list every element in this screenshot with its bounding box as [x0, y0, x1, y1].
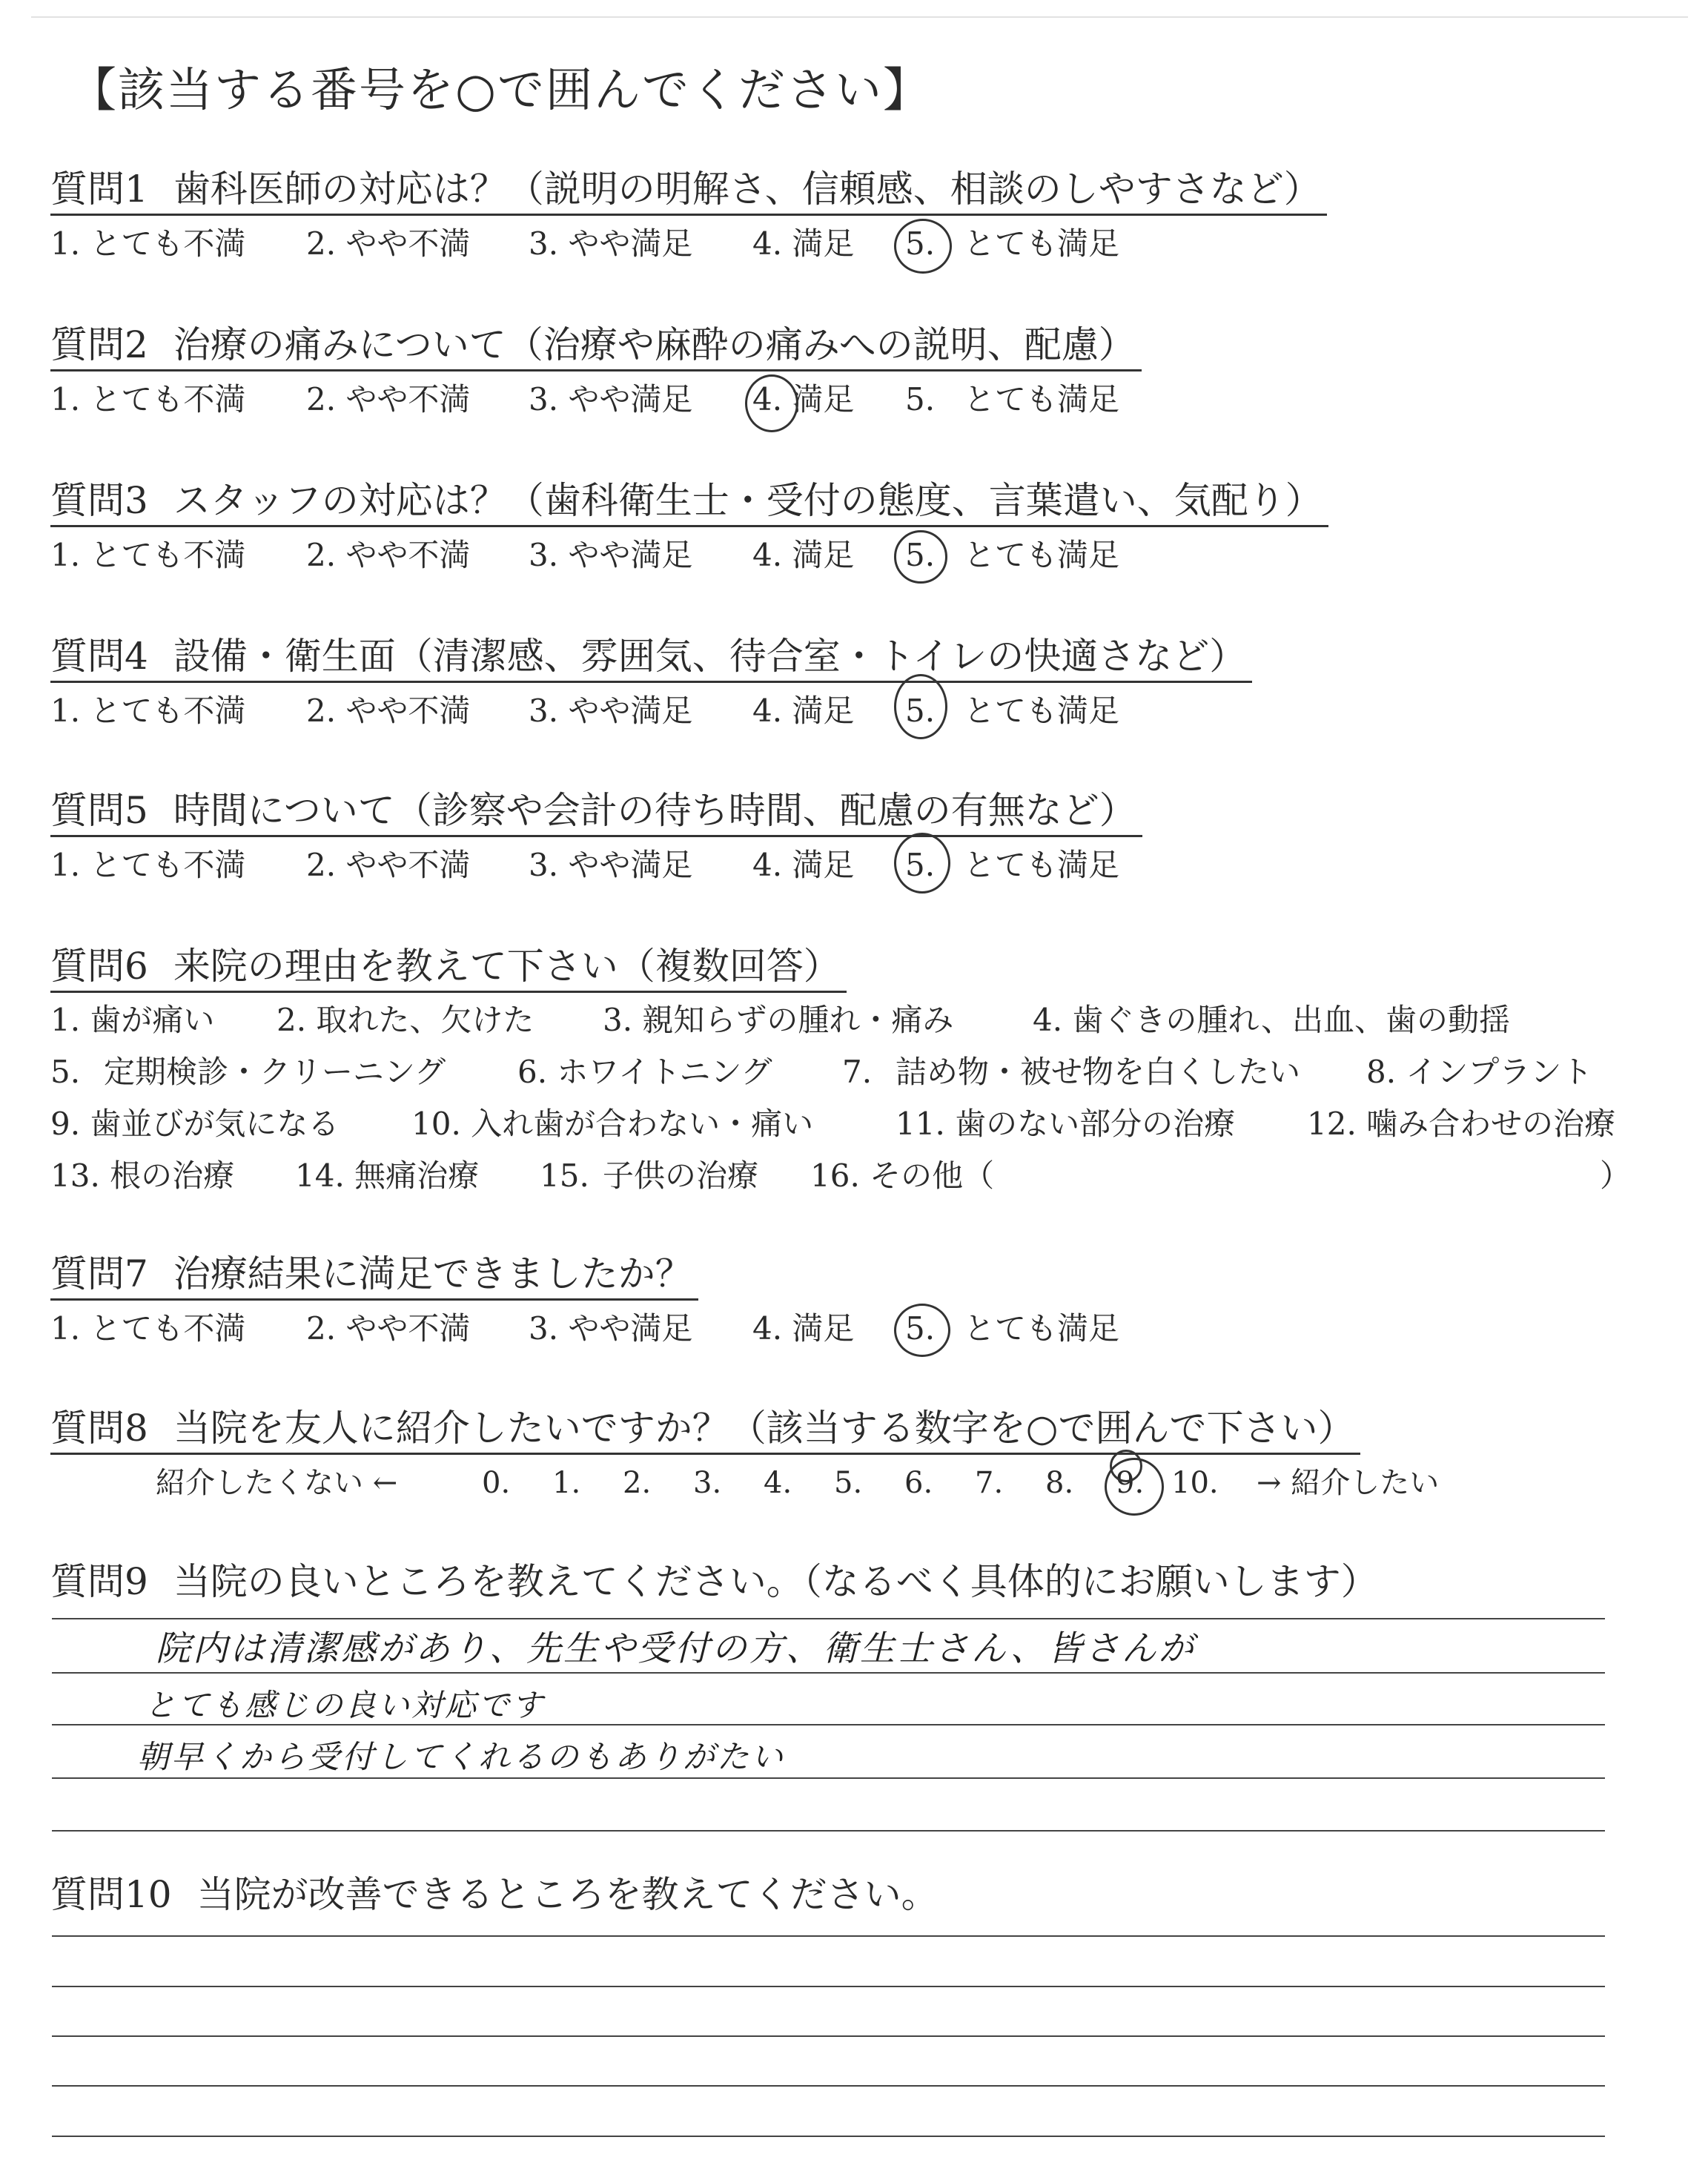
question-9-heading	[50, 1557, 1384, 1606]
option-6[interactable]: 6. ホワイトニング	[517, 1054, 772, 1090]
question-6-heading	[50, 942, 847, 993]
option-5-label: とても満足	[964, 847, 1120, 883]
option-5-label: 定期検診・クリーニング	[104, 1054, 446, 1090]
option-7[interactable]: 7.	[975, 1466, 1004, 1500]
option-3[interactable]: 3. やや満足	[529, 1310, 693, 1347]
option-15[interactable]: 15.	[540, 1157, 589, 1194]
question-7-text: 治療結果に満足できましたか？	[173, 1252, 692, 1295]
question-2-text: 治療の痛みについて（治療や麻酔の痛みへの説明、配慮）	[173, 323, 1136, 366]
option-2[interactable]: 2. やや不満	[306, 225, 471, 262]
question-8-scale	[156, 1461, 1490, 1505]
scale-left-label: 紹介したくない ←	[156, 1466, 398, 1500]
option-6[interactable]: 6.	[904, 1466, 933, 1500]
question-10-number: 質問10	[50, 1873, 172, 1916]
option-2[interactable]: 2. やや不満	[306, 693, 471, 729]
option-5[interactable]: 5.	[50, 1054, 81, 1090]
page-title: 【該当する番号を○で囲んでください】	[70, 63, 931, 117]
writing-line	[52, 1986, 1605, 1987]
option-3[interactable]: 3. やや満足	[529, 847, 693, 883]
question-3-text: スタッフの対応は？（歯科衛生士・受付の態度、言葉遣い、気配り）	[173, 479, 1323, 522]
option-5-label: とても満足	[964, 1310, 1120, 1347]
option-1[interactable]: 1. とても不満	[50, 225, 246, 262]
question-5	[50, 786, 1142, 888]
option-14[interactable]: 14. 無痛治療	[295, 1157, 480, 1194]
question-9-text: 当院の良いところを教えてください。（なるべく具体的にお願いします）	[173, 1560, 1378, 1603]
option-1[interactable]: 1. 歯が痛い	[50, 1002, 215, 1038]
option-4[interactable]: 4. 満足	[752, 225, 855, 262]
option-15-label: 子供の治療	[603, 1157, 759, 1194]
question-3-heading	[50, 476, 1328, 527]
question-6-row-3	[50, 1098, 1681, 1150]
option-10[interactable]: 10. 入れ歯が合わない・痛い	[411, 1106, 814, 1142]
option-3[interactable]: 3. 親知らずの腫れ・痛み	[603, 1002, 954, 1038]
option-3[interactable]: 3. やや満足	[529, 693, 693, 729]
option-5-label: とても満足	[964, 381, 1120, 417]
question-6-row-2	[50, 1046, 1681, 1098]
answer-circle	[894, 1304, 950, 1357]
option-4[interactable]: 4. 満足	[752, 381, 855, 417]
question-6-number: 質問6	[50, 945, 148, 988]
option-4[interactable]: 4. 歯ぐきの腫れ、出血、歯の動揺	[1033, 1002, 1510, 1038]
question-5-heading	[50, 786, 1142, 837]
option-8[interactable]: 8.	[1045, 1466, 1074, 1500]
question-3	[50, 476, 1328, 578]
writing-line	[52, 2136, 1605, 2137]
question-2-options	[50, 377, 1142, 422]
question-1-number: 質問1	[50, 168, 148, 211]
option-3[interactable]: 3. やや満足	[529, 225, 693, 262]
handwritten-answer-line-3: 朝早くから受付してくれるのもありがたい	[137, 1739, 785, 1776]
question-4-heading	[50, 632, 1252, 683]
option-2[interactable]: 2.	[623, 1466, 652, 1500]
question-1-options	[50, 222, 1327, 266]
writing-line	[52, 1935, 1605, 1937]
option-13[interactable]: 13. 根の治療	[50, 1157, 235, 1194]
question-5-options	[50, 843, 1142, 888]
option-4[interactable]: 4. 満足	[752, 693, 855, 729]
question-10-heading	[50, 1870, 944, 1919]
question-4-options	[50, 689, 1252, 733]
handwritten-answer-line-2: とても感じの良い対応です	[145, 1687, 546, 1723]
question-5-number: 質問5	[50, 789, 148, 832]
option-11[interactable]: 11. 歯のない部分の治療	[896, 1106, 1236, 1142]
question-3-number: 質問3	[50, 479, 148, 522]
option-7[interactable]: 7.	[842, 1054, 873, 1090]
question-6-row-4	[50, 1150, 1632, 1202]
writing-line	[52, 1830, 1605, 1832]
writing-line	[52, 1618, 1605, 1619]
option-1[interactable]: 1. とても不満	[50, 847, 246, 883]
option-4[interactable]: 4. 満足	[752, 1310, 855, 1347]
writing-line	[52, 2085, 1605, 2087]
option-5[interactable]: 5.	[905, 225, 936, 262]
option-9[interactable]: 9.	[1116, 1466, 1145, 1500]
answer-circle	[894, 674, 947, 739]
option-3[interactable]: 3.	[693, 1466, 722, 1500]
question-5-text: 時間について（診察や会計の待ち時間、配慮の有無など）	[173, 789, 1136, 832]
question-7-number: 質問7	[50, 1252, 148, 1295]
option-2[interactable]: 2. やや不満	[306, 381, 471, 417]
question-2-heading	[50, 320, 1142, 371]
question-3-options	[50, 533, 1328, 578]
question-7	[50, 1249, 1120, 1351]
question-10-text: 当院が改善できるところを教えてください。	[196, 1873, 939, 1916]
question-4-text: 設備・衛生面（清潔感、雰囲気、待合室・トイレの快適さなど）	[173, 635, 1247, 678]
scale-right-label: → 紹介したい	[1257, 1466, 1440, 1500]
option-5[interactable]: 5.	[905, 381, 936, 417]
writing-line	[52, 2035, 1605, 2037]
option-7-label: 詰め物・被せ物を白くしたい	[896, 1054, 1301, 1090]
option-5[interactable]: 5.	[905, 847, 936, 883]
option-10[interactable]: 10.	[1171, 1466, 1219, 1500]
question-9-number: 質問9	[50, 1560, 148, 1603]
option-4[interactable]: 4. 満足	[752, 537, 855, 573]
stray-circle-mark	[1110, 1450, 1142, 1482]
top-rule	[31, 16, 1688, 18]
option-16-close: ）	[1600, 1157, 1632, 1194]
question-4	[50, 632, 1252, 733]
option-9[interactable]: 9. 歯並びが気になる	[50, 1106, 340, 1142]
option-5[interactable]: 5.	[905, 1310, 936, 1347]
question-2-number: 質問2	[50, 323, 148, 366]
option-3[interactable]: 3. やや満足	[529, 537, 693, 573]
question-1-text: 歯科医師の対応は？（説明の明解さ、信頼感、相談のしやすさなど）	[173, 168, 1321, 211]
option-1[interactable]: 1. とても不満	[50, 693, 246, 729]
option-0[interactable]: 0.	[482, 1466, 511, 1500]
option-3[interactable]: 3. やや満足	[529, 381, 693, 417]
answer-circle	[745, 374, 798, 432]
answer-circle	[894, 833, 950, 894]
question-6	[50, 942, 1681, 1202]
option-2[interactable]: 2. やや不満	[306, 847, 471, 883]
question-8	[50, 1404, 1360, 1455]
question-1	[50, 165, 1327, 266]
option-12[interactable]: 12. 噛み合わせの治療	[1307, 1106, 1616, 1142]
option-16[interactable]: 16. その他（	[810, 1157, 995, 1194]
option-2[interactable]: 2. やや不満	[306, 1310, 471, 1347]
option-2[interactable]: 2. 取れた、欠けた	[277, 1002, 534, 1038]
option-8[interactable]: 8. インプラント	[1366, 1054, 1593, 1090]
option-5[interactable]: 5.	[905, 537, 936, 573]
option-1[interactable]: 1.	[552, 1466, 581, 1500]
option-1[interactable]: 1. とても不満	[50, 537, 246, 573]
answer-circle	[894, 530, 947, 584]
option-5[interactable]: 5.	[834, 1466, 863, 1500]
question-1-heading	[50, 165, 1327, 216]
question-6-text: 来院の理由を教えて下さい（複数回答）	[173, 945, 841, 988]
question-10	[50, 1870, 944, 1919]
answer-circle	[894, 219, 952, 274]
question-4-number: 質問4	[50, 635, 148, 678]
writing-line	[52, 1672, 1605, 1674]
question-8-heading	[50, 1404, 1360, 1455]
question-9	[50, 1557, 1384, 1606]
question-2	[50, 320, 1142, 422]
option-5-label: とても満足	[964, 537, 1120, 573]
option-4[interactable]: 4.	[764, 1466, 792, 1500]
option-4[interactable]: 4. 満足	[752, 847, 855, 883]
option-5[interactable]: 5.	[905, 693, 936, 729]
question-6-row-1	[50, 994, 1681, 1046]
question-7-options	[50, 1307, 1120, 1351]
question-8-text: 当院を友人に紹介したいですか？（該当する数字を○で囲んで下さい）	[173, 1407, 1355, 1450]
option-2[interactable]: 2. やや不満	[306, 537, 471, 573]
option-1[interactable]: 1. とても不満	[50, 381, 246, 417]
question-8-number: 質問8	[50, 1407, 148, 1450]
handwritten-answer-line-1: 院内は清潔感があり、先生や受付の方、衛生士さん、皆さんが	[156, 1628, 1196, 1669]
option-5-label: とても満足	[964, 225, 1120, 262]
option-5-label: とても満足	[964, 693, 1120, 729]
option-1[interactable]: 1. とても不満	[50, 1310, 246, 1347]
question-7-heading	[50, 1249, 698, 1301]
